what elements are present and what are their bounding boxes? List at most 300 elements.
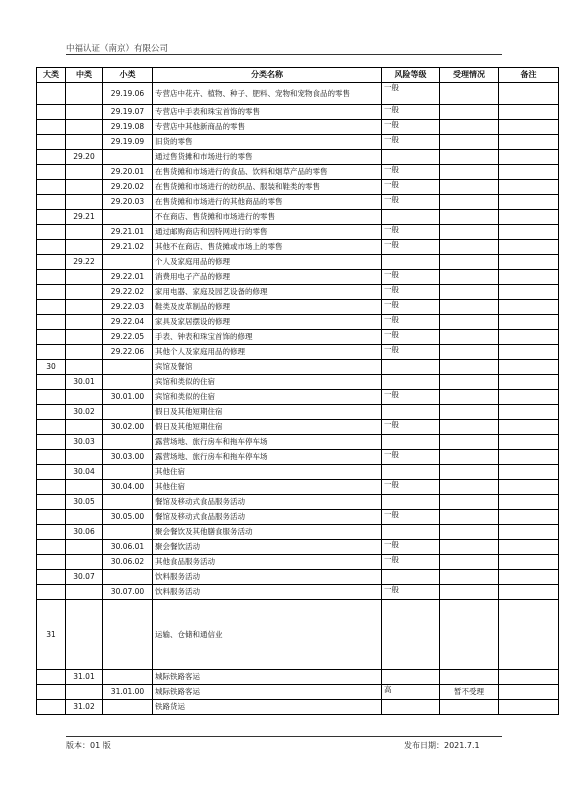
- row-major: [37, 435, 66, 450]
- row-risk: 一般: [382, 330, 440, 345]
- row-status: [440, 465, 499, 480]
- row-note: [499, 435, 559, 450]
- version-label: 版本：01 版: [66, 741, 111, 750]
- row-mid: [66, 300, 103, 315]
- row-minor: 29.20.03: [103, 195, 153, 210]
- row-major: [37, 135, 66, 150]
- row-name: 城际铁路客运: [153, 685, 382, 700]
- row-risk: 一般: [382, 240, 440, 255]
- row-risk: 一般: [382, 135, 440, 150]
- row-risk: 一般: [382, 165, 440, 180]
- row-risk: [382, 360, 440, 375]
- row-name: 专营店中手表和珠宝首饰的零售: [153, 105, 382, 120]
- table-row: [37, 330, 559, 345]
- row-major: [37, 210, 66, 225]
- row-risk: 一般: [382, 270, 440, 285]
- row-name: 宾馆和类似的住宿: [153, 375, 382, 390]
- row-status: [440, 480, 499, 495]
- row-status: [440, 255, 499, 270]
- row-name: 个人及家庭用品的修理: [153, 255, 382, 270]
- row-mid: [66, 555, 103, 570]
- table-row: [37, 525, 559, 540]
- row-note: [499, 225, 559, 240]
- row-minor: 29.22.02: [103, 285, 153, 300]
- table-row: [37, 375, 559, 390]
- row-name: 在售货摊和市场进行的纺织品、服装和鞋类的零售: [153, 180, 382, 195]
- col-note-header: 备注: [499, 68, 559, 83]
- row-mid: [66, 480, 103, 495]
- row-minor: [103, 360, 153, 375]
- row-minor: 29.19.09: [103, 135, 153, 150]
- table-row: [37, 135, 559, 150]
- row-minor: 29.22.03: [103, 300, 153, 315]
- table-row: [37, 83, 559, 105]
- row-status: [440, 450, 499, 465]
- row-minor: 29.22.05: [103, 330, 153, 345]
- row-note: [499, 360, 559, 375]
- row-major: [37, 83, 66, 105]
- row-minor: [103, 525, 153, 540]
- row-name: 家具及家居摆设的修理: [153, 315, 382, 330]
- row-minor: [103, 375, 153, 390]
- row-major: [37, 285, 66, 300]
- row-risk: 一般: [382, 420, 440, 435]
- row-note: [499, 480, 559, 495]
- row-risk: 一般: [382, 105, 440, 120]
- row-note: [499, 555, 559, 570]
- row-minor: [103, 210, 153, 225]
- row-risk: 一般: [382, 120, 440, 135]
- row-name: 餐馆及移动式食品服务活动: [153, 495, 382, 510]
- row-note: [499, 270, 559, 285]
- row-minor: 29.22.04: [103, 315, 153, 330]
- row-minor: 30.07.00: [103, 585, 153, 600]
- row-risk: 一般: [382, 510, 440, 525]
- classification-table: [36, 67, 559, 715]
- row-risk: 一般: [382, 180, 440, 195]
- row-status: [440, 300, 499, 315]
- row-major: [37, 120, 66, 135]
- row-note: [499, 510, 559, 525]
- row-major: [37, 300, 66, 315]
- row-status: [440, 435, 499, 450]
- row-name: 其他食品服务活动: [153, 555, 382, 570]
- row-major: [37, 105, 66, 120]
- row-minor: 29.19.08: [103, 120, 153, 135]
- row-status: [440, 420, 499, 435]
- row-name: 消费用电子产品的修理: [153, 270, 382, 285]
- row-mid: 29.21: [66, 210, 103, 225]
- row-risk: [382, 405, 440, 420]
- row-minor: [103, 495, 153, 510]
- row-major: 30: [37, 360, 66, 375]
- row-minor: [103, 570, 153, 585]
- row-minor: [103, 150, 153, 165]
- row-major: [37, 150, 66, 165]
- row-major: [37, 540, 66, 555]
- row-note: [499, 165, 559, 180]
- table-row: [37, 420, 559, 435]
- row-major: [37, 405, 66, 420]
- row-minor: 29.20.02: [103, 180, 153, 195]
- row-note: [499, 120, 559, 135]
- row-status: [440, 315, 499, 330]
- row-note: [499, 450, 559, 465]
- row-major: [37, 375, 66, 390]
- row-risk: [382, 255, 440, 270]
- row-minor: 29.21.02: [103, 240, 153, 255]
- row-mid: 30.04: [66, 465, 103, 480]
- row-risk: 一般: [382, 315, 440, 330]
- row-note: [499, 255, 559, 270]
- table-row: [37, 600, 559, 670]
- row-major: [37, 555, 66, 570]
- row-mid: 30.07: [66, 570, 103, 585]
- row-risk: 一般: [382, 585, 440, 600]
- row-risk: [382, 210, 440, 225]
- row-note: [499, 315, 559, 330]
- row-mid: 30.06: [66, 525, 103, 540]
- row-minor: 30.06.01: [103, 540, 153, 555]
- row-mid: 29.20: [66, 150, 103, 165]
- table-row: [37, 285, 559, 300]
- table-row: [37, 435, 559, 450]
- row-risk: [382, 150, 440, 165]
- table-row: [37, 480, 559, 495]
- table-row: [37, 540, 559, 555]
- row-risk: [382, 375, 440, 390]
- row-major: 31: [37, 600, 66, 670]
- row-minor: 29.22.01: [103, 270, 153, 285]
- row-risk: [382, 600, 440, 670]
- row-name: 其他不在商店、售货摊或市场上的零售: [153, 240, 382, 255]
- row-risk: 一般: [382, 345, 440, 360]
- row-minor: 30.01.00: [103, 390, 153, 405]
- row-name: 城际铁路客运: [153, 670, 382, 685]
- row-minor: [103, 435, 153, 450]
- row-status: [440, 83, 499, 105]
- row-note: [499, 135, 559, 150]
- row-status: [440, 165, 499, 180]
- row-risk: 一般: [382, 225, 440, 240]
- table-row: [37, 585, 559, 600]
- row-major: [37, 510, 66, 525]
- row-name: 通过邮购商店和因特网进行的零售: [153, 225, 382, 240]
- table-row: [37, 685, 559, 700]
- row-mid: 30.01: [66, 375, 103, 390]
- row-mid: 30.03: [66, 435, 103, 450]
- row-name: 饮料服务活动: [153, 570, 382, 585]
- row-status: [440, 405, 499, 420]
- table-row: [37, 300, 559, 315]
- row-note: [499, 525, 559, 540]
- col-status-header: 受理情况: [440, 68, 499, 83]
- row-note: [499, 585, 559, 600]
- header-divider: [66, 54, 502, 55]
- row-mid: [66, 270, 103, 285]
- row-status: [440, 495, 499, 510]
- row-name: 鞋类及皮革制品的修理: [153, 300, 382, 315]
- row-note: [499, 700, 559, 715]
- table-row: [37, 700, 559, 715]
- table-row: [37, 255, 559, 270]
- table-body: [37, 83, 559, 715]
- row-note: [499, 150, 559, 165]
- table-row: [37, 150, 559, 165]
- table-row: [37, 210, 559, 225]
- table-row: [37, 240, 559, 255]
- row-name: 家用电器、家庭及园艺设备的修理: [153, 285, 382, 300]
- row-risk: [382, 435, 440, 450]
- row-major: [37, 270, 66, 285]
- table-row: [37, 180, 559, 195]
- row-mid: [66, 420, 103, 435]
- row-mid: [66, 315, 103, 330]
- row-name: 在售货摊和市场进行的其他商品的零售: [153, 195, 382, 210]
- row-major: [37, 685, 66, 700]
- col-risk-header: 风险等级: [382, 68, 440, 83]
- row-major: [37, 420, 66, 435]
- row-status: [440, 570, 499, 585]
- row-minor: [103, 405, 153, 420]
- row-note: [499, 285, 559, 300]
- row-name: 专营店中花卉、植物、种子、肥料、宠物和宠物食品的零售: [153, 83, 382, 105]
- row-major: [37, 165, 66, 180]
- row-name: 通过售货摊和市场进行的零售: [153, 150, 382, 165]
- row-note: [499, 420, 559, 435]
- row-minor: 29.22.06: [103, 345, 153, 360]
- table-row: [37, 670, 559, 685]
- row-name: 露营场地、旅行房车和拖车停车场: [153, 435, 382, 450]
- row-mid: [66, 390, 103, 405]
- row-name: 假日及其他短期住宿: [153, 405, 382, 420]
- row-major: [37, 240, 66, 255]
- row-risk: [382, 495, 440, 510]
- row-status: [440, 345, 499, 360]
- row-major: [37, 225, 66, 240]
- row-mid: [66, 240, 103, 255]
- row-status: [440, 585, 499, 600]
- row-major: [37, 570, 66, 585]
- row-minor: [103, 670, 153, 685]
- row-mid: [66, 585, 103, 600]
- row-major: [37, 315, 66, 330]
- row-status: [440, 330, 499, 345]
- col-name-header: 分类名称: [153, 68, 382, 83]
- row-major: [37, 180, 66, 195]
- table-header-row: [37, 68, 559, 83]
- row-note: [499, 300, 559, 315]
- footer-divider: [66, 736, 502, 737]
- row-risk: 一般: [382, 480, 440, 495]
- row-status: [440, 670, 499, 685]
- row-minor: [103, 700, 153, 715]
- row-mid: [66, 510, 103, 525]
- row-mid: 30.05: [66, 495, 103, 510]
- table-row: [37, 270, 559, 285]
- row-status: [440, 555, 499, 570]
- row-status: [440, 240, 499, 255]
- row-minor: 30.04.00: [103, 480, 153, 495]
- row-major: [37, 480, 66, 495]
- row-status: [440, 120, 499, 135]
- row-status: [440, 135, 499, 150]
- row-status: [440, 700, 499, 715]
- row-name: 宾馆和类似的住宿: [153, 390, 382, 405]
- row-mid: [66, 120, 103, 135]
- row-mid: 31.01: [66, 670, 103, 685]
- row-status: [440, 225, 499, 240]
- publish-date: 发布日期：2021.7.1: [404, 741, 480, 750]
- row-major: [37, 195, 66, 210]
- row-status: [440, 180, 499, 195]
- row-risk: [382, 525, 440, 540]
- company-header: 中福认证（南京）有限公司: [66, 44, 169, 54]
- row-name: 不在商店、售货摊和市场进行的零售: [153, 210, 382, 225]
- row-note: [499, 375, 559, 390]
- row-risk: 一般: [382, 450, 440, 465]
- row-status: 暂不受理: [440, 685, 499, 700]
- row-risk: 一般: [382, 390, 440, 405]
- row-major: [37, 670, 66, 685]
- table-row: [37, 510, 559, 525]
- row-name: 铁路货运: [153, 700, 382, 715]
- row-name: 露营场地、旅行房车和拖车停车场: [153, 450, 382, 465]
- table-row: [37, 225, 559, 240]
- table-row: [37, 105, 559, 120]
- row-mid: [66, 105, 103, 120]
- row-mid: [66, 195, 103, 210]
- row-minor: 31.01.00: [103, 685, 153, 700]
- row-status: [440, 600, 499, 670]
- row-risk: [382, 465, 440, 480]
- table-row: [37, 570, 559, 585]
- row-mid: [66, 135, 103, 150]
- row-note: [499, 685, 559, 700]
- row-note: [499, 570, 559, 585]
- row-minor: 30.02.00: [103, 420, 153, 435]
- row-minor: [103, 465, 153, 480]
- row-mid: [66, 450, 103, 465]
- row-minor: 29.19.07: [103, 105, 153, 120]
- row-mid: [66, 83, 103, 105]
- row-risk: 一般: [382, 195, 440, 210]
- row-status: [440, 285, 499, 300]
- row-status: [440, 150, 499, 165]
- row-major: [37, 345, 66, 360]
- row-note: [499, 495, 559, 510]
- row-risk: 高: [382, 685, 440, 700]
- row-mid: [66, 165, 103, 180]
- row-major: [37, 450, 66, 465]
- row-name: 旧货的零售: [153, 135, 382, 150]
- table-row: [37, 165, 559, 180]
- row-major: [37, 330, 66, 345]
- table-row: [37, 450, 559, 465]
- row-name: 专营店中其他新商品的零售: [153, 120, 382, 135]
- table-row: [37, 315, 559, 330]
- row-major: [37, 465, 66, 480]
- row-risk: 一般: [382, 540, 440, 555]
- row-note: [499, 345, 559, 360]
- row-name: 假日及其他短期住宿: [153, 420, 382, 435]
- row-note: [499, 105, 559, 120]
- row-note: [499, 405, 559, 420]
- row-minor: 30.03.00: [103, 450, 153, 465]
- row-name: 宾馆及餐馆: [153, 360, 382, 375]
- row-mid: 31.02: [66, 700, 103, 715]
- row-name: 在售货摊和市场进行的食品、饮料和烟草产品的零售: [153, 165, 382, 180]
- row-note: [499, 195, 559, 210]
- row-status: [440, 390, 499, 405]
- row-risk: [382, 700, 440, 715]
- row-mid: 29.22: [66, 255, 103, 270]
- row-note: [499, 180, 559, 195]
- row-name: 其他个人及家庭用品的修理: [153, 345, 382, 360]
- row-note: [499, 600, 559, 670]
- row-minor: 29.21.01: [103, 225, 153, 240]
- row-minor: 29.19.06: [103, 83, 153, 105]
- col-minor-header: 小类: [103, 68, 153, 83]
- row-mid: [66, 685, 103, 700]
- row-name: 手表、钟表和珠宝首饰的修理: [153, 330, 382, 345]
- row-note: [499, 240, 559, 255]
- table-row: [37, 555, 559, 570]
- row-minor: 29.20.01: [103, 165, 153, 180]
- table-row: [37, 495, 559, 510]
- row-mid: [66, 180, 103, 195]
- row-minor: 30.05.00: [103, 510, 153, 525]
- row-mid: [66, 330, 103, 345]
- row-major: [37, 495, 66, 510]
- table-row: [37, 465, 559, 480]
- row-minor: 30.06.02: [103, 555, 153, 570]
- row-mid: [66, 600, 103, 670]
- row-note: [499, 670, 559, 685]
- row-mid: [66, 360, 103, 375]
- row-mid: [66, 540, 103, 555]
- row-major: [37, 525, 66, 540]
- row-mid: [66, 345, 103, 360]
- row-mid: [66, 285, 103, 300]
- row-status: [440, 510, 499, 525]
- col-mid-header: 中类: [66, 68, 103, 83]
- row-name: 餐馆及移动式食品服务活动: [153, 510, 382, 525]
- row-major: [37, 585, 66, 600]
- row-status: [440, 105, 499, 120]
- row-note: [499, 540, 559, 555]
- row-major: [37, 390, 66, 405]
- row-risk: 一般: [382, 83, 440, 105]
- row-minor: [103, 600, 153, 670]
- row-risk: 一般: [382, 300, 440, 315]
- row-note: [499, 330, 559, 345]
- row-risk: 一般: [382, 285, 440, 300]
- row-status: [440, 375, 499, 390]
- row-name: 其他住宿: [153, 465, 382, 480]
- row-minor: [103, 255, 153, 270]
- row-note: [499, 465, 559, 480]
- row-name: 其他住宿: [153, 480, 382, 495]
- row-name: 聚会餐饮及其他膳食服务活动: [153, 525, 382, 540]
- row-risk: [382, 670, 440, 685]
- row-status: [440, 540, 499, 555]
- table-row: [37, 360, 559, 375]
- row-name: 聚会餐饮活动: [153, 540, 382, 555]
- row-risk: [382, 570, 440, 585]
- row-status: [440, 210, 499, 225]
- table-row: [37, 195, 559, 210]
